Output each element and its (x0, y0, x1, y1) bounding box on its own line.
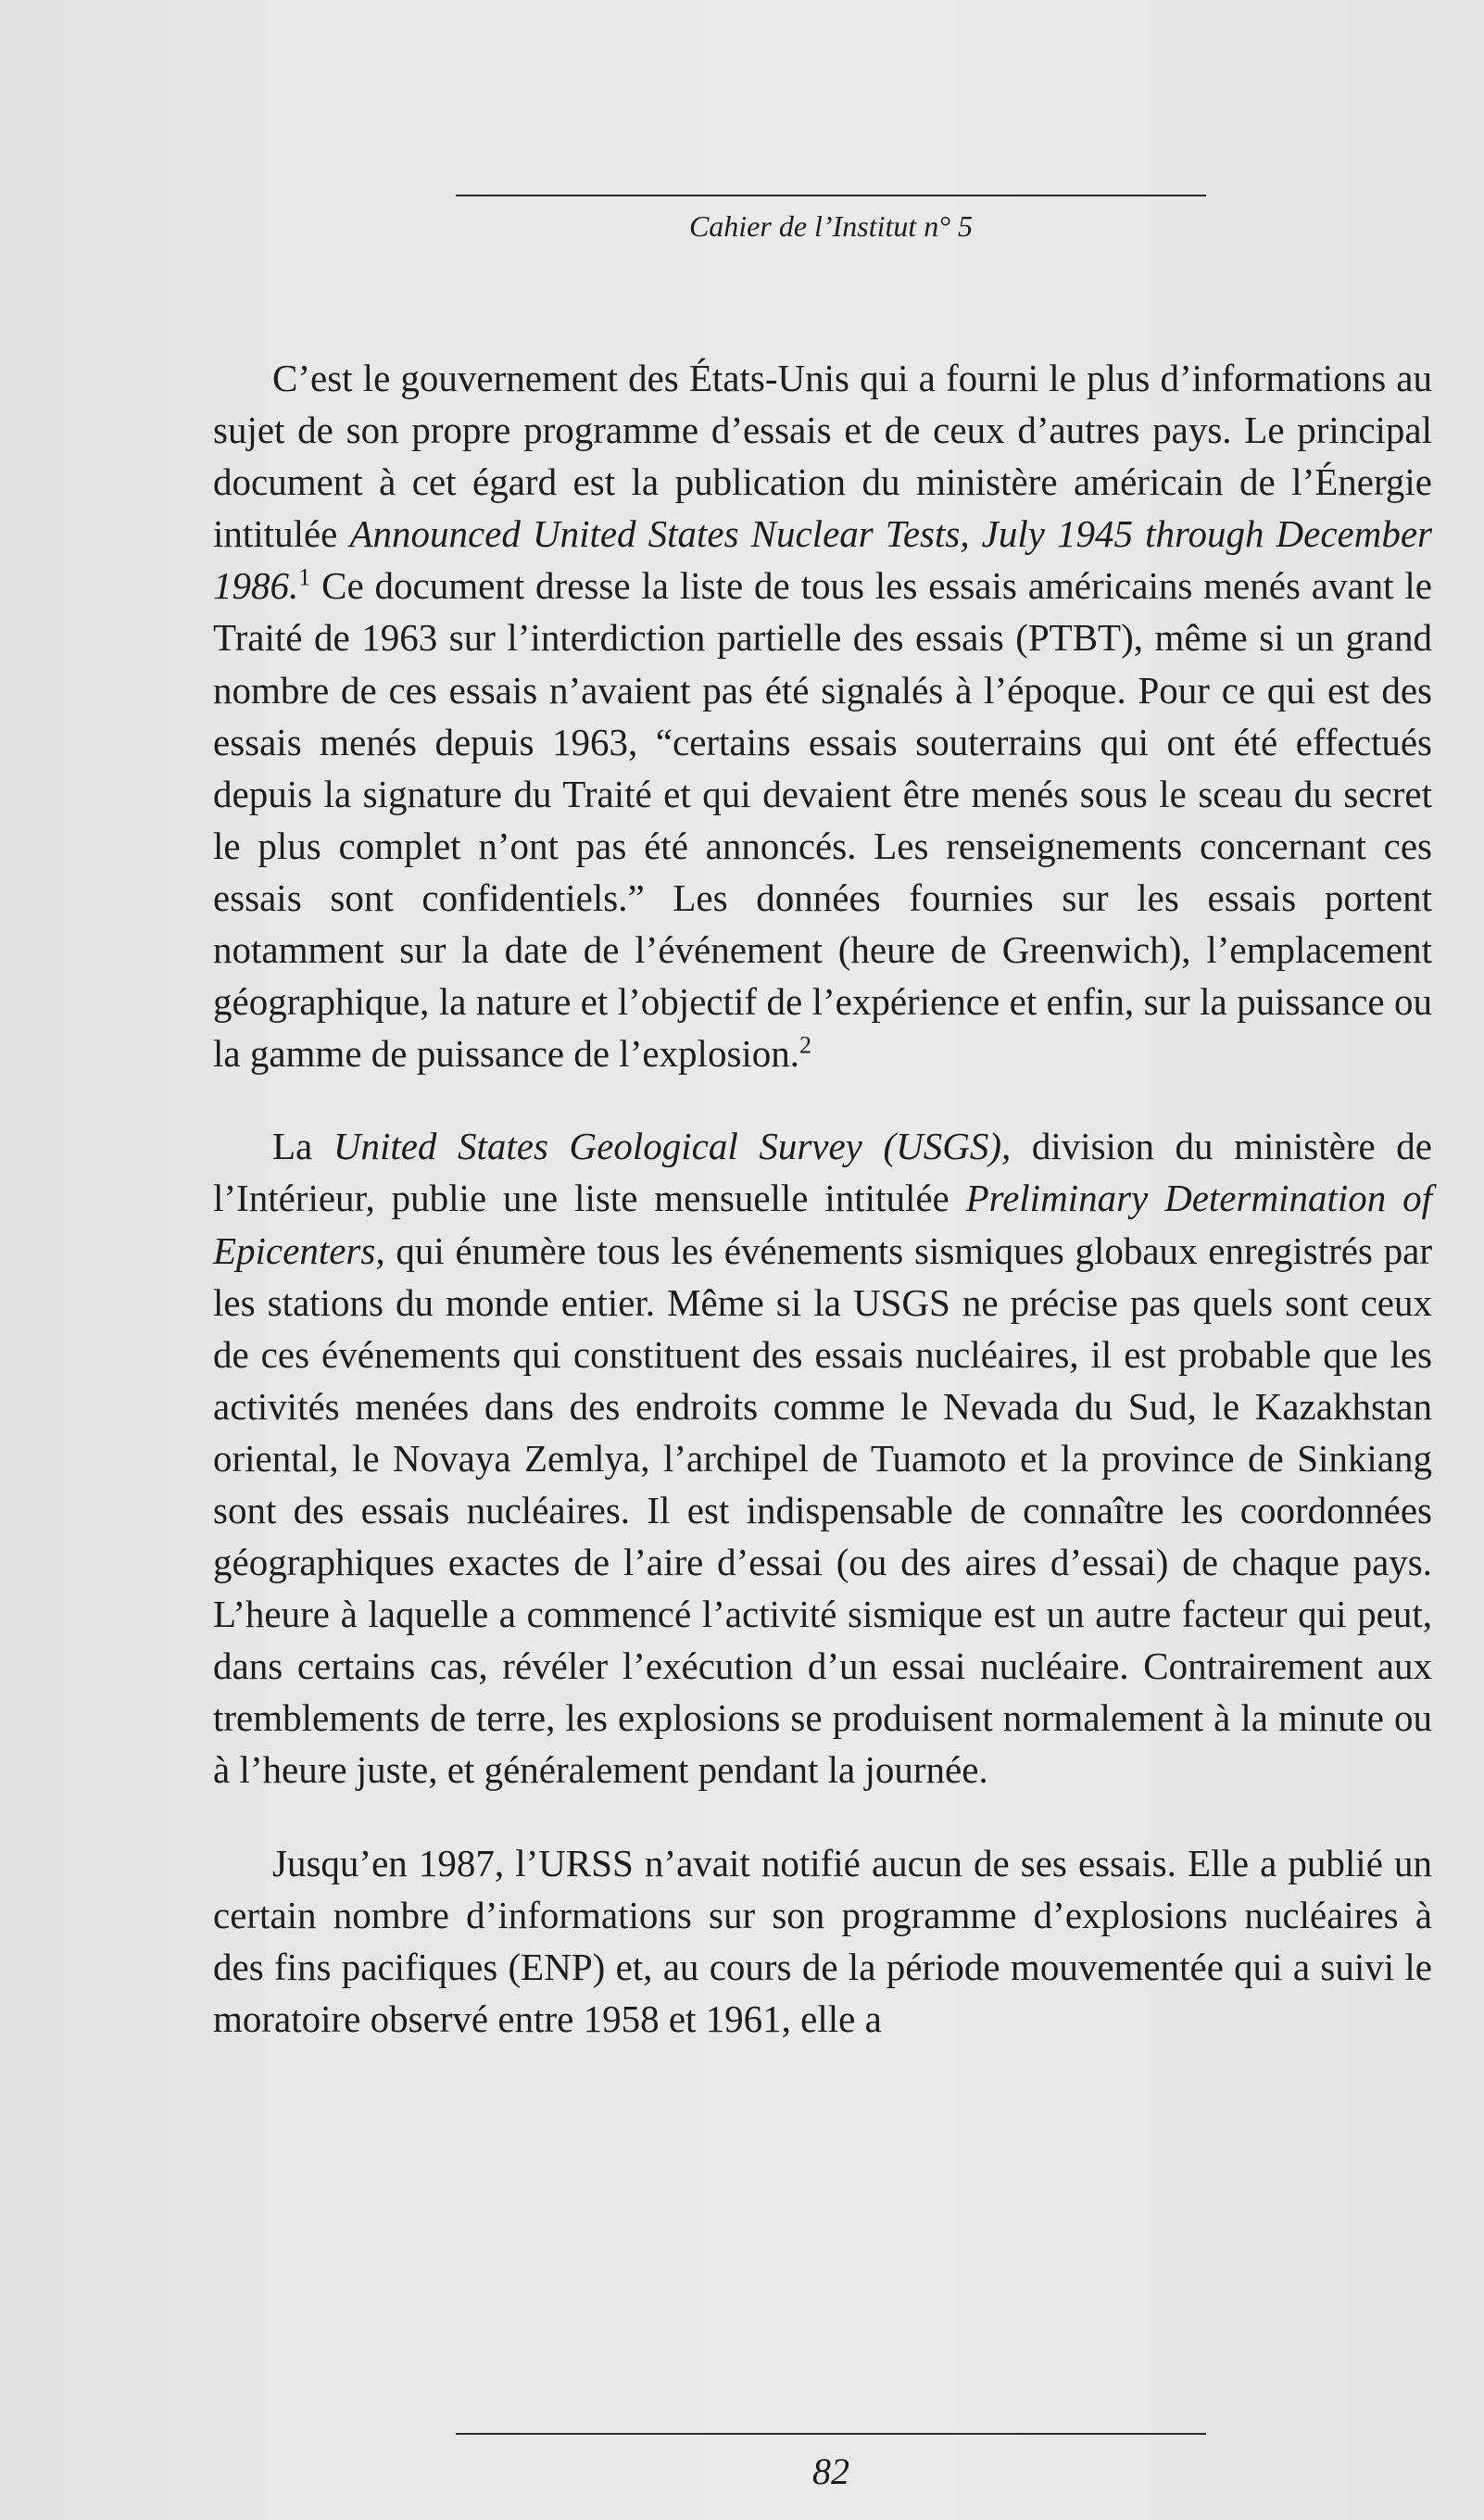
publication-title-italic: Preliminary Determination of Epicenters, (213, 1177, 1432, 1272)
agency-name-italic: United States Geological Survey (USGS), (333, 1125, 1012, 1168)
paragraph-1 (213, 352, 1432, 1079)
running-head: Cahier de l’Institut n° 5 (688, 209, 974, 243)
text-run: qui énumère tous les événements sismiques globaux enregistrés par les stations du monde entier. Même si la USGS ne précise pas quels sont ceux de ces événements qui constituent des essais nucléaires, il est probable que les activités menées dans des endroits comme le Nevada du Sud, le Kazakhstan oriental, le Novaya Zemlya, l’archipel de Tuamoto et la province de Sinkiang sont des essais nucléaires. Il est indispensable de connaître les coordonnées géographiques exactes de l’aire d’essai (ou des aires d’essai) de chaque pays. L’heure à laquelle a commencé l’activité sismique est un autre facteur qui peut, dans certains cas, révéler l’exécution d’un essai nucléaire. Contrairement aux tremblements de terre, les explosions se produisent normalement à la minute ou à l’heure juste, et généralement pendant la journée. (213, 1228, 1432, 1792)
text-run: Ce document dresse la liste de tous les essais américains menés avant le Traité de 1963 sur l’interdiction partielle des essais (PTBT), même si un grand nombre de ces essais n’avaient pas été signalés à l’époque. Pour ce qui est des essais menés depuis 1963, “certains essais souterrains qui ont été effectués depuis la signature du Traité et qui devaient être menés sous le sceau du secret le plus complet n’ont pas été annoncés. Les renseignements concernant ces essais sont confidentiels.” Les données fournies sur les essais portent notamment sur la date de l’événement (heure de Greenwich), l’emplacement géographique, la nature et l’objectif de l’expérience et enfin, sur la puissance ou la gamme de puissance de l’explosion. (213, 564, 1432, 1076)
text-run: division du ministère de l’Intérieur, publie une liste mensuelle intitulée (213, 1125, 1432, 1220)
body-text (213, 352, 1432, 2045)
footnote-ref-1: 1 (298, 563, 311, 591)
text-run: La (272, 1125, 333, 1168)
text-run: Jusqu’en 1987, l’URSS n’avait notifié aucun de ses essais. Elle a publié un certain nombre d’informations sur son programme d’explosions nucléaires à des fins pacifiques (ENP) et, au cours de la période mouvementée qui a suivi le moratoire observé entre 1958 et 1961, elle a (213, 1841, 1432, 2040)
paragraph-3 (213, 1837, 1432, 2045)
header-rule (456, 195, 1206, 196)
paragraph-2 (213, 1120, 1432, 1796)
footer-rule (456, 2433, 1206, 2435)
document-title-italic: Announced United States Nuclear Tests, July 1945 through December 1986. (213, 512, 1432, 608)
footnote-ref-2: 2 (799, 1031, 812, 1059)
text-run: C’est le gouvernement des États-Unis qui a fourni le plus d’informations au sujet de son propre programme d’essais et de ceux d’autres pays. Le principal document à cet égard est la publication du ministère américain de l’Énergie intitulée (213, 357, 1432, 556)
page-number: 82 (812, 2451, 849, 2492)
